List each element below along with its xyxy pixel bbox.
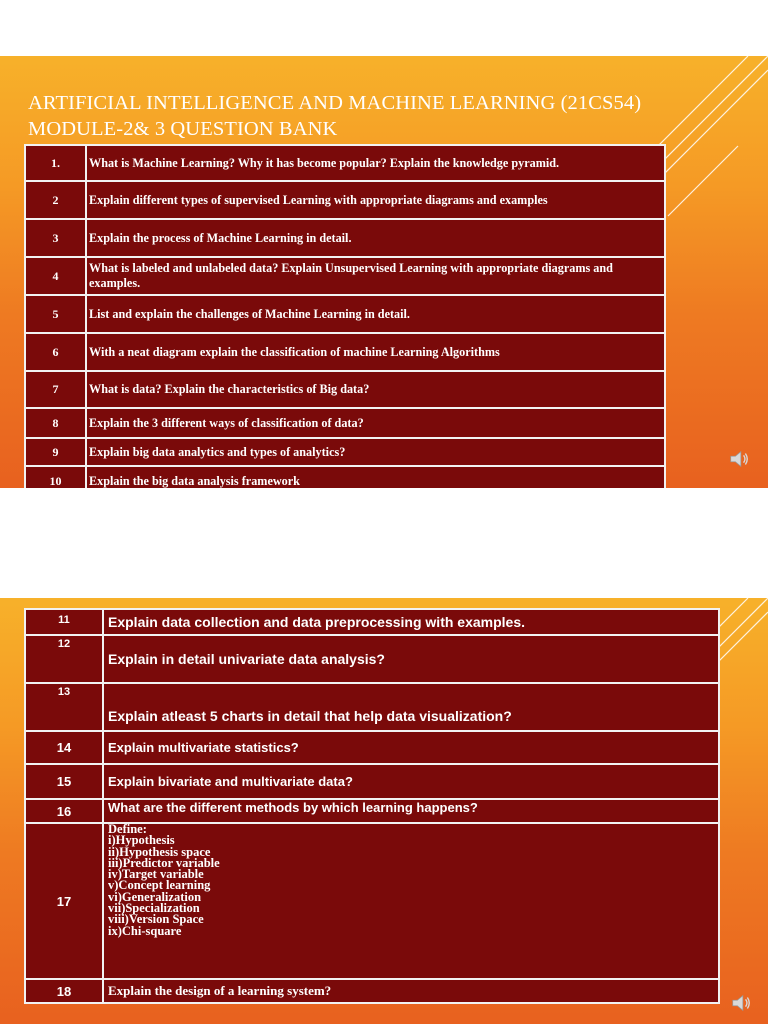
question-number: 11 — [25, 609, 103, 635]
table-row — [25, 295, 665, 333]
question-number: 12 — [25, 635, 103, 683]
question-text: Explain big data analytics and types of analytics? — [86, 438, 665, 466]
question-number: 17 — [25, 823, 103, 979]
question-number: 18 — [25, 979, 103, 1003]
table-row — [25, 408, 665, 438]
table-row — [25, 181, 665, 219]
question-table-2 — [24, 608, 720, 1004]
question-number: 3 — [25, 219, 86, 257]
question-text: List and explain the challenges of Machine Learning in detail. — [86, 295, 665, 333]
table-row — [25, 257, 665, 295]
speaker-icon[interactable] — [728, 448, 750, 470]
table-row — [25, 635, 719, 683]
question-text: What are the different methods by which learning happens? — [103, 799, 719, 823]
table-row — [25, 371, 665, 408]
table-row — [25, 145, 665, 181]
list-item: viii)Version Space — [108, 912, 204, 927]
question-text: What is data? Explain the characteristics of Big data? — [86, 371, 665, 408]
title-line-2: MODULE-2& 3 QUESTION BANK — [28, 118, 338, 140]
table-row — [25, 609, 719, 635]
list-item: ix)Chi-square — [108, 923, 182, 938]
question-text: Explain data collection and data preprocessing with examples. — [103, 609, 719, 635]
table-row — [25, 333, 665, 371]
question-number: 15 — [25, 764, 103, 799]
question-text: Explain the design of a learning system? — [103, 979, 719, 1003]
list-item: ii)Hypothesis space — [108, 844, 211, 859]
table-row — [25, 731, 719, 764]
question-number: 8 — [25, 408, 86, 438]
table-row — [25, 438, 665, 466]
table-row — [25, 979, 719, 1003]
list-item: vi)Generalization — [108, 889, 202, 904]
list-item: iii)Predictor variable — [108, 855, 220, 870]
question-text: Explain in detail univariate data analysis? — [103, 635, 719, 683]
question-number: 1. — [25, 145, 86, 181]
question-number: 5 — [25, 295, 86, 333]
table-row — [25, 823, 719, 979]
list-item: v)Concept learning — [108, 878, 211, 893]
definition-list — [103, 823, 719, 979]
question-number: 2 — [25, 181, 86, 219]
question-number: 13 — [25, 683, 103, 731]
slide-1 — [0, 56, 768, 488]
list-item: Define: — [108, 822, 147, 836]
question-text: With a neat diagram explain the classification of machine Learning Algorithms — [86, 333, 665, 371]
question-text: Explain the process of Machine Learning in detail. — [86, 219, 665, 257]
question-number: 14 — [25, 731, 103, 764]
question-number: 16 — [25, 799, 103, 823]
question-number: 6 — [25, 333, 86, 371]
table-row — [25, 799, 719, 823]
slide-2 — [0, 598, 768, 1024]
speaker-icon[interactable] — [730, 992, 752, 1014]
question-text: Explain the big data analysis framework — [86, 466, 665, 488]
table-row — [25, 764, 719, 799]
table-row — [25, 219, 665, 257]
question-text: Explain multivariate statistics? — [103, 731, 719, 764]
question-number: 9 — [25, 438, 86, 466]
question-number: 7 — [25, 371, 86, 408]
question-table-1 — [24, 144, 666, 488]
list-item: vii)Specialization — [108, 901, 200, 916]
question-text: What is labeled and unlabeled data? Explain Unsupervised Learning with appropriate diagrams and examples. — [86, 257, 665, 295]
title-line-1: ARTIFICIAL INTELLIGENCE AND MACHINE LEARNING (21CS54) — [28, 92, 642, 114]
question-text: Explain the 3 different ways of classification of data? — [86, 408, 665, 438]
question-text: Explain different types of supervised Learning with appropriate diagrams and examples — [86, 181, 665, 219]
list-item: iv)Target variable — [108, 867, 204, 882]
question-text: Explain bivariate and multivariate data? — [103, 764, 719, 799]
table-row — [25, 683, 719, 731]
question-text: Explain atleast 5 charts in detail that help data visualization? — [103, 683, 719, 731]
question-number: 4 — [25, 257, 86, 295]
list-item: i)Hypothesis — [108, 833, 175, 848]
question-number: 10 — [25, 466, 86, 488]
slide-title — [28, 90, 641, 142]
question-text: What is Machine Learning? Why it has become popular? Explain the knowledge pyramid. — [86, 145, 665, 181]
table-row — [25, 466, 665, 488]
